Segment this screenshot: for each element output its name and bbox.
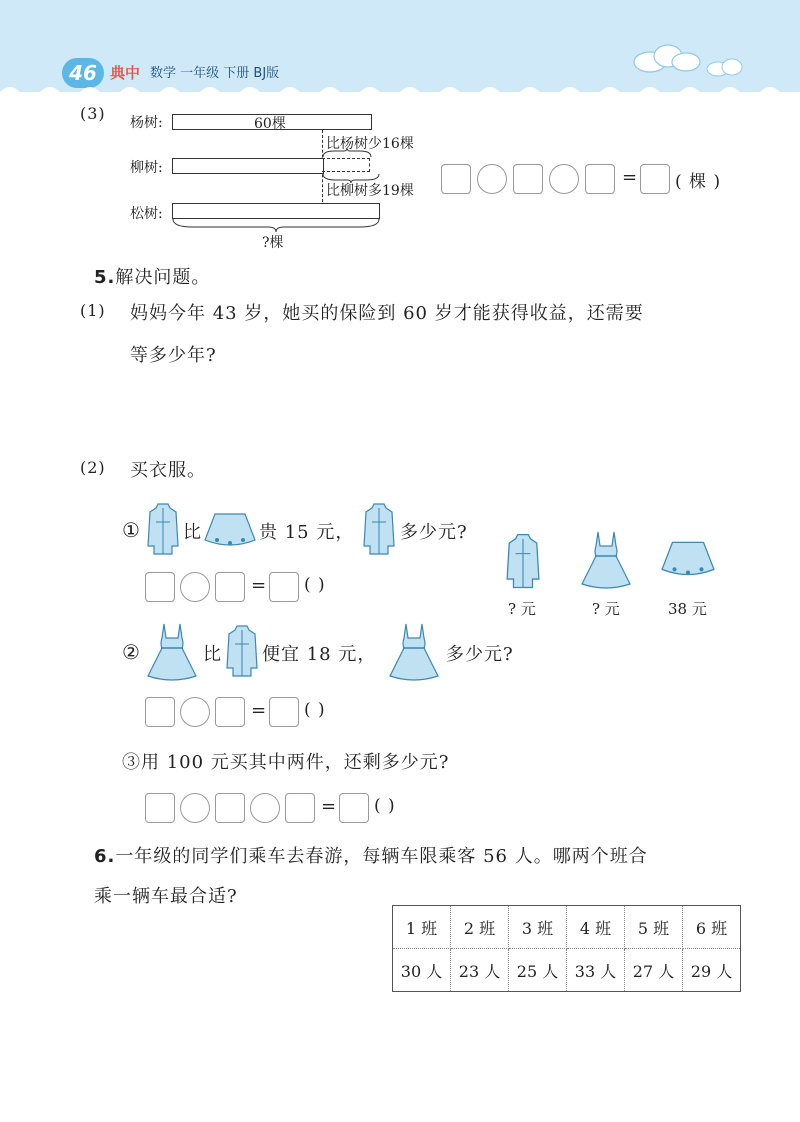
brand-logo: 典中 — [110, 64, 141, 82]
equals-sign: = — [251, 575, 267, 596]
willow-bar — [172, 158, 324, 174]
coat-icon — [362, 500, 396, 556]
coat-icon — [146, 500, 180, 556]
question-text: 买衣服。 — [130, 460, 206, 481]
row-label-pine: 松树: — [130, 206, 163, 222]
table-cell: 27 人 — [625, 949, 683, 992]
row-label-poplar: 杨树: — [130, 115, 163, 131]
operator-circle[interactable] — [549, 164, 579, 194]
skirt-price: 38 元 — [668, 600, 707, 618]
table-cell: 30 人 — [393, 949, 451, 992]
sub-question-label: (2) — [80, 458, 106, 477]
equals-sign: = — [321, 796, 337, 817]
coat-price: ? 元 — [508, 600, 536, 618]
willow-note: 比杨树少16棵 — [326, 136, 414, 152]
unit-paren: ( ) — [374, 796, 396, 816]
table-cell: 4 班 — [567, 906, 625, 949]
dress-icon — [388, 622, 440, 682]
coat-icon — [505, 530, 541, 590]
item-number: ② — [122, 640, 141, 664]
unit-paren: ( ) — [304, 575, 326, 595]
question-heading: 6.一年级的同学们乘车去春游，每辆车限乘客 56 人。哪两个班合 — [94, 846, 648, 867]
skirt-icon — [660, 538, 716, 580]
table-cell: 23 人 — [451, 949, 509, 992]
equals-sign: = — [622, 167, 638, 188]
table-row — [393, 906, 741, 949]
answer-box[interactable] — [215, 697, 245, 727]
operator-circle[interactable] — [250, 793, 280, 823]
question-text: 多少元? — [446, 644, 514, 665]
dress-price: ? 元 — [592, 600, 620, 618]
operator-circle[interactable] — [477, 164, 507, 194]
pine-total: ?棵 — [262, 235, 284, 251]
pine-note: 比柳树多19棵 — [326, 183, 414, 199]
sub-question-label: (3) — [80, 104, 106, 123]
poplar-count: 60棵 — [254, 116, 286, 132]
answer-box[interactable] — [145, 793, 175, 823]
table-cell: 2 班 — [451, 906, 509, 949]
operator-circle[interactable] — [180, 793, 210, 823]
answer-box[interactable] — [339, 793, 369, 823]
answer-box[interactable] — [640, 164, 670, 194]
answer-box[interactable] — [269, 697, 299, 727]
question-heading: 5.解决问题。 — [94, 267, 211, 288]
table-cell: 1 班 — [393, 906, 451, 949]
page-number: 46 — [62, 58, 104, 88]
question-text: 乘一辆车最合适? — [94, 886, 238, 907]
coat-icon — [225, 622, 259, 678]
answer-box[interactable] — [145, 572, 175, 602]
operator-circle[interactable] — [180, 697, 210, 727]
question-text: ③用 100 元买其中两件，还剩多少元? — [122, 752, 450, 773]
table-cell: 29 人 — [683, 949, 741, 992]
answer-box[interactable] — [145, 697, 175, 727]
question-text: 便宜 18 元， — [262, 644, 377, 665]
question-text: 贵 15 元， — [259, 522, 355, 543]
pine-bar — [172, 203, 380, 219]
item-number: ① — [122, 518, 141, 542]
page-header — [0, 0, 800, 92]
operator-circle[interactable] — [180, 572, 210, 602]
answer-box[interactable] — [215, 793, 245, 823]
answer-box[interactable] — [285, 793, 315, 823]
book-title: 数学 一年级 下册 BJ版 — [150, 66, 280, 81]
row-label-willow: 柳树: — [130, 160, 163, 176]
dress-icon — [146, 622, 198, 682]
table-cell: 25 人 — [509, 949, 567, 992]
table-cell: 5 班 — [625, 906, 683, 949]
answer-box[interactable] — [441, 164, 471, 194]
answer-box[interactable] — [269, 572, 299, 602]
cloud-icon — [700, 55, 750, 79]
question-text: 妈妈今年 43 岁，她买的保险到 60 岁才能获得收益，还需要 — [130, 303, 644, 324]
dress-icon — [580, 530, 632, 590]
question-text: 比 — [203, 644, 222, 665]
header-wave — [0, 78, 800, 92]
pine-total-brace — [172, 218, 380, 232]
question-text: 等多少年? — [130, 345, 217, 366]
unit-paren: ( ) — [304, 700, 326, 720]
sub-question-label: (1) — [80, 301, 106, 320]
question-text: 多少元? — [400, 522, 468, 543]
willow-brace-top — [322, 148, 372, 158]
table-cell: 3 班 — [509, 906, 567, 949]
table-row — [393, 949, 741, 992]
class-table — [392, 905, 741, 992]
table-cell: 6 班 — [683, 906, 741, 949]
answer-box[interactable] — [215, 572, 245, 602]
equals-sign: = — [251, 700, 267, 721]
unit-label: ( 棵 ) — [675, 172, 722, 192]
willow-gap-dashed — [322, 158, 370, 172]
cloud-icon — [620, 40, 710, 80]
answer-box[interactable] — [513, 164, 543, 194]
table-cell: 33 人 — [567, 949, 625, 992]
answer-box[interactable] — [585, 164, 615, 194]
question-text: 比 — [183, 522, 202, 543]
skirt-icon — [203, 510, 257, 550]
